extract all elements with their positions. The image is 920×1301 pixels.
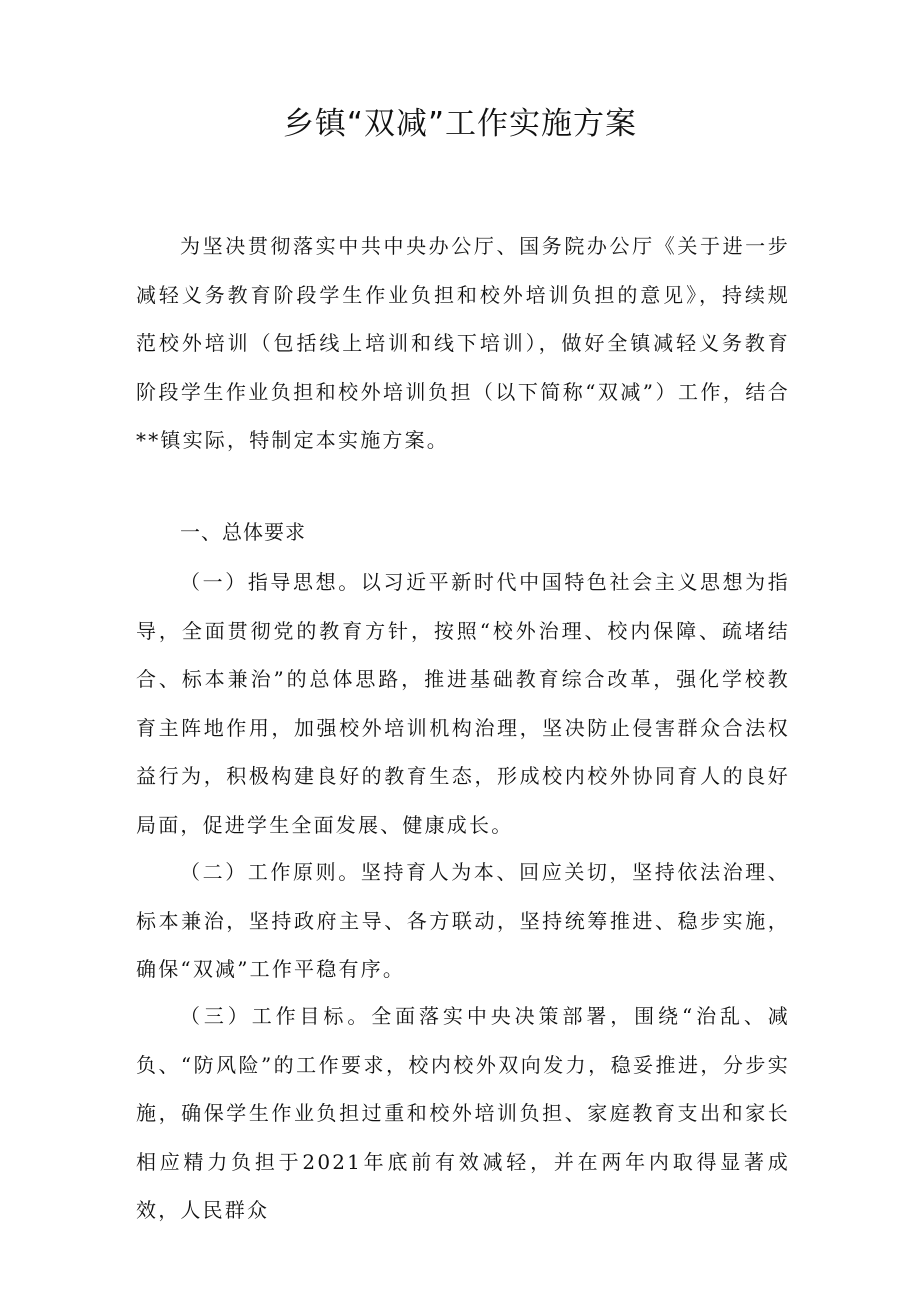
document-title: 乡镇“双减”工作实施方案 — [282, 106, 638, 142]
section-heading: 一、总体要求 — [180, 520, 306, 544]
intro-paragraph: 为坚决贯彻落实中共中央办公厅、国务院办公厅《关于进一步减轻义务教育阶段学生作业负担和校外培训负担的意见》，持续规范校外培训（包括线上培训和线下培训），做好全镇减轻义务教育阶段学生作业负担和校外培训负担（以下简称“双减”）工作，结合**镇实际，特制定本实施方案。 — [136, 234, 790, 452]
paragraph-work-goals: （三）工作目标。全面落实中央决策部署，围绕“治乱、减负、“防风险”的工作要求，校内校外双向发力，稳妥推进，分步实施，确保学生作业负担过重和校外培训负担、家庭教育支出和家长相应精力负担于2021年底前有效减轻，并在两年内取得显著成效，人民群众 — [136, 1004, 790, 1222]
paragraph-work-principles: （二）工作原则。坚持育人为本、回应关切，坚持依法治理、标本兼治，坚持政府主导、各方联动，坚持统筹推进、稳步实施，确保“双减”工作平稳有序。 — [136, 860, 790, 981]
paragraph-guiding-ideology: （一）指导思想。以习近平新时代中国特色社会主义思想为指导，全面贯彻党的教育方针，按照“校外治理、校内保障、疏堵结合、标本兼治”的总体思路，推进基础教育综合改革，强化学校教育主阵地作用，加强校外培训机构治理，坚决防止侵害群众合法权益行为，积极构建良好的教育生态，形成校内校外协同育人的良好局面，促进学生全面发展、健康成长。 — [136, 570, 790, 837]
